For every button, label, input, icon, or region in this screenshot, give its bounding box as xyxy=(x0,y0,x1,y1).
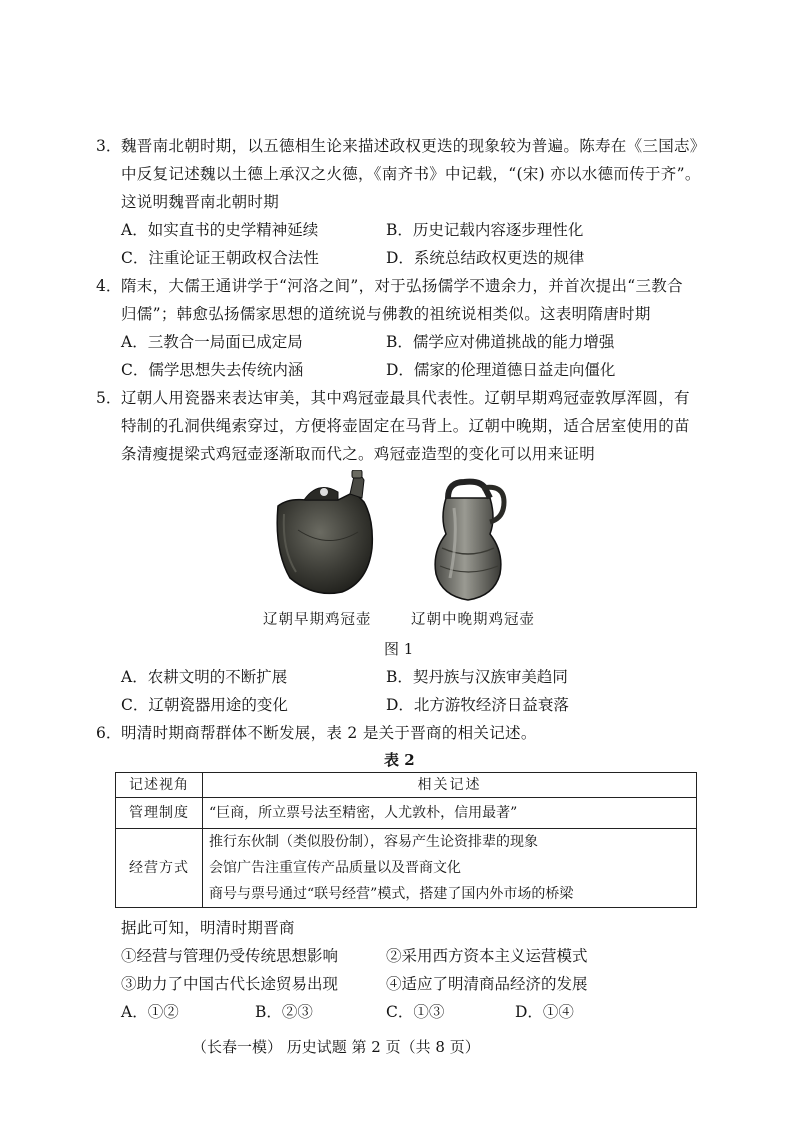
question-3-line-2: 中反复记述魏以土德上承汉之火德，《南齐书》中记载，“(宋) 亦以水德而传于齐”。 xyxy=(121,165,701,183)
question-3-option-b: B．历史记载内容逐步理性化 xyxy=(386,221,584,239)
statement-3: ③助力了中国古代长途贸易出现 xyxy=(121,975,339,993)
table-row-2-item-3: 商号与票号通过“联号经营”模式，搭建了国内外市场的桥梁 xyxy=(209,886,574,902)
question-3-option-d: D．系统总结政权更迭的规律 xyxy=(386,249,585,267)
question-4-option-d: D．儒家的伦理道德日益走向僵化 xyxy=(386,361,616,379)
question-5-option-b: B．契丹族与汉族审美趋同 xyxy=(386,668,568,686)
question-5-option-a: A．农耕文明的不断扩展 xyxy=(121,668,288,686)
question-5-option-d: D．北方游牧经济日益衰落 xyxy=(386,696,569,714)
question-4-option-a: A．三教合一局面已成定局 xyxy=(121,333,303,351)
table-2 xyxy=(115,772,697,908)
question-4-line-1: 隋末，大儒王通讲学于“河洛之间”，对于弘扬儒学不遗余力，并首次提出“三教合 xyxy=(121,277,683,295)
statement-4: ④适应了明清商品经济的发展 xyxy=(386,975,588,993)
question-6-number: 6． xyxy=(96,724,122,742)
question-6-option-b: B．②③ xyxy=(255,1003,313,1021)
question-4-option-b: B．儒学应对佛道挑战的能力增强 xyxy=(386,333,615,351)
table-header-perspective: 记述视角 xyxy=(116,773,203,798)
question-6-option-d: D．①④ xyxy=(515,1003,574,1021)
figure-caption-mid-late: 辽朝中晚期鸡冠壶 xyxy=(411,612,535,628)
question-5-option-c: C．辽朝瓷器用途的变化 xyxy=(121,696,288,714)
table-row xyxy=(116,798,697,829)
question-5-line-1: 辽朝人用瓷器来表达审美，其中鸡冠壶最具代表性。辽朝早期鸡冠壶敦厚浑圆，有 xyxy=(121,389,690,407)
question-5-line-3: 条清瘦提梁式鸡冠壶逐渐取而代之。鸡冠壶造型的变化可以用来证明 xyxy=(121,445,596,463)
table-row-1-label: 管理制度 xyxy=(116,798,203,829)
table-row-2-item-2: 会馆广告注重宣传产品质量以及晋商文化 xyxy=(209,860,461,876)
table-row xyxy=(116,829,697,908)
mid-late-liao-pot-image xyxy=(420,478,516,602)
early-liao-pot-image xyxy=(268,470,388,600)
table-header-records: 相关记述 xyxy=(203,773,697,798)
question-3-line-3: 这说明魏晋南北朝时期 xyxy=(121,193,280,211)
question-4-number: 4． xyxy=(96,277,122,295)
question-4-line-2: 归儒”；韩愈弘扬儒家思想的道统说与佛教的祖统说相类似。这表明隋唐时期 xyxy=(121,305,651,323)
figure-caption-early: 辽朝早期鸡冠壶 xyxy=(263,612,372,628)
table-title: 表 2 xyxy=(384,751,415,769)
statement-2: ②采用西方资本主义运营模式 xyxy=(386,947,588,965)
question-5-line-2: 特制的孔洞供绳索穿过，方便将壶固定在马背上。辽朝中晚期，适合居室使用的苗 xyxy=(121,417,690,435)
figure-label: 图 1 xyxy=(384,640,414,658)
question-6-option-c: C．①③ xyxy=(386,1003,445,1021)
page-footer: （长春一模） 历史试题 第 2 页（共 8 页） xyxy=(192,1038,480,1056)
question-5-number: 5． xyxy=(96,389,122,407)
table-header-row xyxy=(116,773,697,798)
question-4-option-c: C．儒学思想失去传统内涵 xyxy=(121,361,304,379)
question-6-option-a: A．①② xyxy=(121,1003,179,1021)
statement-1: ①经营与管理仍受传统思想影响 xyxy=(121,947,339,965)
table-row-2-label: 经营方式 xyxy=(116,829,203,908)
question-6-stem: 据此可知，明清时期晋商 xyxy=(121,919,295,937)
question-6-line: 明清时期商帮群体不断发展，表 2 是关于晋商的相关记述。 xyxy=(121,724,537,742)
question-3-number: 3． xyxy=(96,137,122,155)
question-3-line-1: 魏晋南北朝时期，以五德相生论来描述政权更迭的现象较为普遍。陈寿在《三国志》 xyxy=(121,137,706,155)
table-row-2-item-1: 推行东伙制（类似股份制），容易产生论资排辈的现象 xyxy=(209,834,538,850)
table-row-2-cell xyxy=(203,829,697,908)
question-3-option-c: C．注重论证王朝政权合法性 xyxy=(121,249,319,267)
table-row-1-text: “巨商，所立票号法至精密，人尤敦朴，信用最著” xyxy=(203,798,697,829)
question-3-option-a: A．如实直书的史学精神延续 xyxy=(121,221,319,239)
